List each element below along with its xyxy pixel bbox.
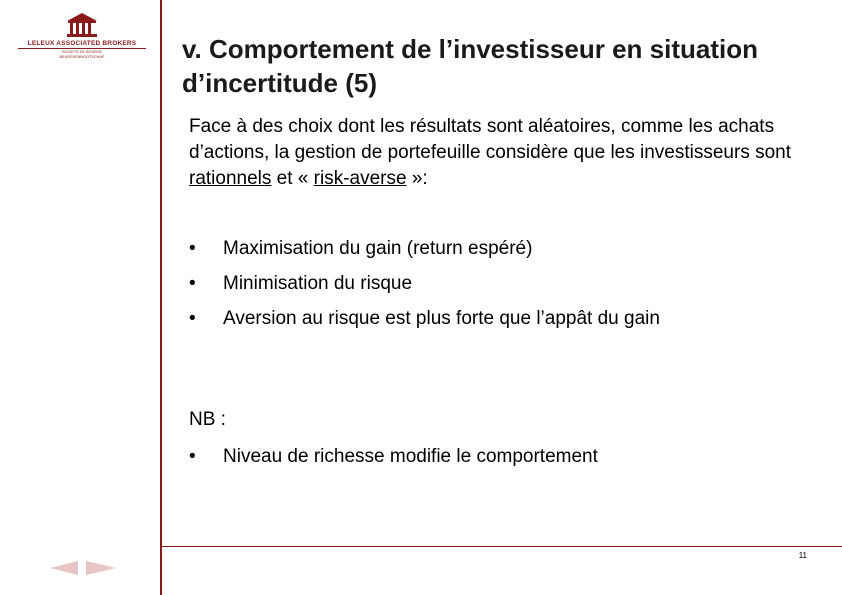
vertical-divider — [160, 0, 162, 595]
intro-risk-averse: risk-averse — [313, 168, 407, 189]
bullet-item — [189, 306, 809, 332]
intro-part3: »: — [406, 168, 428, 189]
intro-paragraph — [189, 114, 829, 192]
prev-arrow-icon — [50, 561, 78, 575]
bullet-glyph: • — [189, 446, 196, 467]
intro-part2: et « — [271, 168, 314, 189]
next-arrow-icon — [86, 561, 116, 575]
nb-bullet-text: Niveau de richesse modifie le comportement — [223, 446, 598, 467]
nav-arrows — [50, 559, 116, 577]
bullet-glyph: • — [189, 273, 196, 294]
logo-line1: SOCIETE DE BOURSE — [61, 50, 103, 54]
slide-title: v. Comportement de l’investisseur en situation d’incertitude (5) — [182, 34, 758, 98]
page-number: 11 — [798, 551, 807, 560]
company-logo — [18, 12, 146, 72]
bullet-text: Minimisation du risque — [223, 273, 413, 294]
intro-rationnels: rationnels — [189, 168, 272, 189]
bullet-item — [189, 271, 809, 297]
bullet-list — [189, 236, 809, 332]
building-icon — [65, 12, 99, 38]
logo-rule — [18, 48, 146, 49]
footer-divider — [160, 546, 842, 547]
bullet-glyph: • — [189, 238, 196, 259]
bullet-text: Aversion au risque est plus forte que l’appât du gain — [223, 308, 660, 329]
bullet-item — [189, 236, 809, 262]
logo-line2: BEURSVENNOOTSCHAP — [59, 55, 105, 59]
nb-bullet-item — [189, 444, 598, 470]
bullet-glyph: • — [189, 308, 196, 329]
bullet-text: Maximisation du gain (return espéré) — [223, 238, 533, 259]
nb-label: NB : — [189, 409, 226, 430]
sidebar — [0, 0, 160, 595]
logo-brand: LELEUX ASSOCIATED BROKERS — [27, 40, 137, 47]
intro-part1: Face à des choix dont les résultats sont aléatoires, comme les achats d’actions, la gestion de portefeuille considère que les investisseurs sont — [189, 116, 792, 163]
